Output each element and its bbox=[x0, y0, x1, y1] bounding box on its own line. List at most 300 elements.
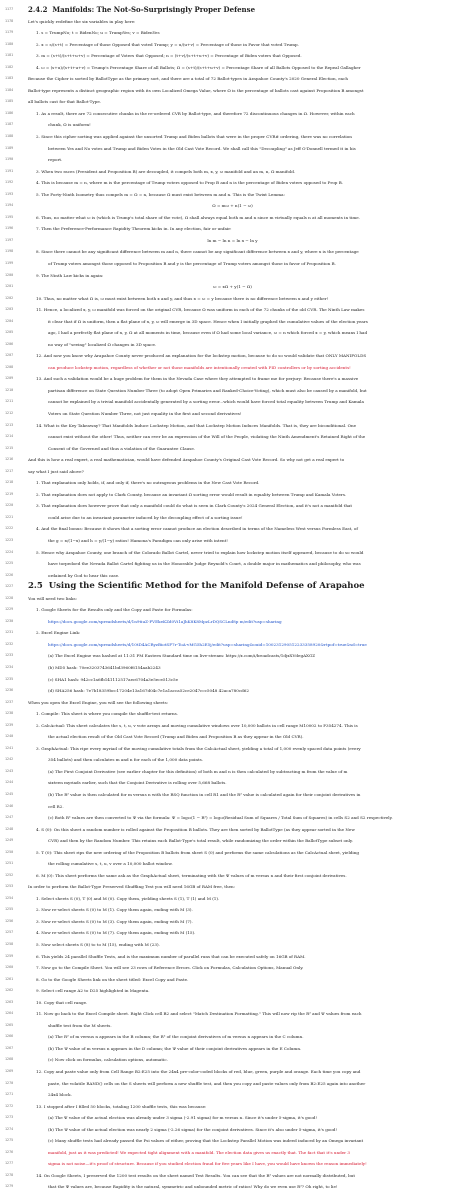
document-line bbox=[0, 154, 465, 166]
line-number: 1253 bbox=[5, 884, 14, 889]
paragraph-text: 354 ballots) and then calculates m and n for each of the 1,000 data points. bbox=[48, 757, 204, 763]
document-line bbox=[0, 1147, 465, 1159]
paragraph-text: 5. T (0): This sheet rips the new ordering of the Proposition B ballots from sheet S (0) and performs the same calculations as the CalcActual sheet, yielding bbox=[36, 849, 359, 855]
paragraph-text: cannot be explained by a trivial manifold accidentally generated by a sorting error...which would have forced total equality between Trump and Kamala bbox=[48, 399, 364, 405]
line-number: 1262 bbox=[5, 988, 14, 993]
document-line bbox=[0, 916, 465, 928]
paragraph-text: 24x4 block. bbox=[48, 1092, 72, 1098]
line-number: 1257 bbox=[5, 930, 14, 935]
paragraph-text: Consent of the Governed and thus a violation of the Guarantee Clause. bbox=[48, 445, 196, 451]
line-number: 1233 bbox=[5, 653, 14, 658]
paragraph-text: no way of "seeing" localized Ω changes in 3D space. bbox=[48, 341, 157, 347]
paragraph-text: 2. Excel Engine Link: bbox=[36, 630, 81, 636]
document-line bbox=[0, 985, 465, 997]
line-number: 1265 bbox=[5, 1022, 14, 1027]
document-line bbox=[0, 108, 465, 120]
paragraph-text: 2. Now re-select sheets S (0) to M (1). Copy them again, ending with M (3). bbox=[36, 907, 193, 913]
paragraph-text: 6. Thus, no matter what ω is (which is Trump's total share of the vote), Ω shall always equal both m and n since m virtually equals n at all moments in time. bbox=[36, 214, 360, 220]
document-line bbox=[0, 1043, 465, 1055]
document-line bbox=[0, 1031, 465, 1043]
paragraph-text: 7. Now go to the Compile Sheet. You will see 23 rows of Reference Errors. Click on Formulas, Calculation Options, Manual Only. bbox=[36, 965, 304, 971]
line-number: 1246 bbox=[5, 803, 14, 808]
document-line bbox=[0, 385, 465, 397]
line-number: 1269 bbox=[5, 1069, 14, 1074]
line-number: 1270 bbox=[5, 1080, 14, 1085]
line-number: 1209 bbox=[5, 376, 14, 381]
paragraph-text: CVR) and then by the Random Number. This retains each Ballot-Type's total result, while randomizing the order within the BallotType subset only. bbox=[48, 838, 353, 844]
paragraph-text: sixteen myriads earlier, such that the Conjoint Derivative is rolling over 5,668 ballots. bbox=[48, 780, 227, 786]
paragraph-text: of Trump voters amongst those opposed to Proposition B and y is the percentage of Trump voters amongst those in favor of Proposition B. bbox=[48, 260, 336, 266]
line-number: 1264 bbox=[5, 1011, 14, 1016]
document-line bbox=[0, 500, 465, 512]
paragraph-text: that the Ψ values are, because Rapidity is the natural, symmetric and unbounded metric of ratios! Why do we even use R²? Oh right, to lie! bbox=[48, 1184, 338, 1190]
paragraph-text: 4. S (0): On this sheet a random number is rolled against the Proposition B ballots. They are then sorted by BallotType (as they appear sorted in the New bbox=[36, 826, 355, 832]
paragraph-text: 14. What is the Key Takeaway? That Manifolds Induce Lockstep Motion, and that Lockstep Motion Induces Manifolds. That is, they are biconditional. One bbox=[36, 422, 357, 428]
paragraph-text: (a) The Ψ value of the actual election was already under 3 sigma (-2.91 sigma) for m versus n. Since it's under 5-sigma, it's good! bbox=[48, 1115, 317, 1121]
document-line bbox=[0, 39, 465, 51]
line-number: 1199 bbox=[5, 260, 14, 265]
document-line bbox=[0, 835, 465, 847]
line-number: 1211 bbox=[5, 399, 14, 404]
paragraph-text: 8. Since there cannot be any significant difference between m and n, there cannot be any significant difference between x and y, where x is the percentage bbox=[36, 249, 359, 255]
document-line bbox=[0, 1170, 465, 1182]
document-line bbox=[0, 96, 465, 108]
document-line bbox=[0, 1112, 465, 1124]
document-line bbox=[0, 454, 465, 466]
paragraph-text: can produce lockstep motion, regardless of whether or not those manifolds are intentionally created with PID controllers or by sorting accidents! bbox=[48, 364, 351, 370]
line-number: 1226 bbox=[5, 572, 14, 577]
line-number: 1201 bbox=[5, 284, 14, 289]
paragraph-text: report. bbox=[48, 157, 63, 163]
paragraph-text: 2. That explanation does not apply to Clark County, because an invariant Ω sorting error would result in equality between Trump and Kamala Voters. bbox=[36, 491, 347, 497]
document-line bbox=[0, 1066, 465, 1078]
document-line bbox=[0, 650, 465, 662]
paragraph-text: between Yes and No votes and Trump and Biden Votes in the Old Cast Vote Record. We shall call this "Decoupling" as Jeff O'Donnell termed it in his bbox=[48, 145, 356, 151]
paragraph-text: Ballot-type represents a distinct geographic region with its own Localized Omega Value, where Ω is the percentage of ballots cast against Proposition B amongst bbox=[28, 87, 364, 93]
document-line bbox=[0, 396, 465, 408]
document-line bbox=[0, 489, 465, 501]
paragraph-text: cannot exist without the other! Thus, neither can ever be an expression of the Will of the People, violating the Ninth Amendment's Retained Right of the bbox=[48, 434, 366, 440]
document-line bbox=[0, 512, 465, 524]
document-line bbox=[0, 1158, 465, 1170]
line-number: 1200 bbox=[5, 272, 14, 277]
line-number: 1237 bbox=[5, 699, 14, 704]
document-line bbox=[0, 708, 465, 720]
paragraph-text: 11. Now go back to the Excel Compile sheet. Right Click cell B2 and select "Match Destination Formatting." This will now rip the R² and Ψ values from each bbox=[36, 1011, 362, 1017]
paragraph-text: have torpedoed the Nevada Ballot Cartel fighting us in the Honorable Judge Reynold's Court, a double major in mathematics and philosophy, who was bbox=[48, 561, 361, 567]
document-line bbox=[0, 281, 465, 293]
line-number: 1234 bbox=[5, 664, 14, 669]
paragraph-text: 5. The Forty-Ninth Isometry thus compels m = Ω = n, because Ω must exist between m and n. This is the Twixt Lemma: bbox=[36, 191, 285, 197]
line-number: 1241 bbox=[5, 745, 14, 750]
line-number: 1267 bbox=[5, 1045, 14, 1050]
paragraph-text: 3. GraphActual: This ripe every myriad of the moving cumulative totals from the CalcActual sheet, yielding a total of 1,000 evenly spaced data points (every bbox=[36, 745, 361, 751]
document-line bbox=[0, 85, 465, 97]
document-line bbox=[0, 997, 465, 1009]
document-line bbox=[0, 420, 465, 432]
line-number: 1184 bbox=[5, 87, 14, 92]
paragraph-text: cell R2. bbox=[48, 803, 64, 809]
document-line bbox=[0, 743, 465, 755]
document-line bbox=[0, 904, 465, 916]
document-line bbox=[0, 131, 465, 143]
document-line bbox=[0, 73, 465, 85]
document-line bbox=[0, 558, 465, 570]
document-line bbox=[0, 443, 465, 455]
line-number: 1255 bbox=[5, 907, 14, 912]
paragraph-text: (d) SHA256 hash: 7e7b18359bcc17204e13a167d04c7e1a1acca52ce2047ccc5048 42aca780cd62 bbox=[48, 688, 249, 694]
paragraph-text: paste, the volatile RAND() cells on the S sheets will perform a new shuffle test, and then you copy and paste values only from B2:E25 again into another bbox=[48, 1080, 366, 1086]
document-line bbox=[0, 1135, 465, 1147]
document-line bbox=[0, 1101, 465, 1113]
document-line bbox=[0, 870, 465, 882]
line-number: 1183 bbox=[5, 76, 14, 81]
paragraph-text: 3. When two races (President and Proposition B) are decoupled, it compels both m, x, y, ω manifold and an m, n, Ω manifold. bbox=[36, 168, 296, 174]
document-line bbox=[0, 881, 465, 893]
document-line bbox=[0, 258, 465, 270]
line-number: 1261 bbox=[5, 976, 14, 981]
line-number: 1273 bbox=[5, 1115, 14, 1120]
line-number: 1227 bbox=[5, 584, 14, 589]
line-number: 1260 bbox=[5, 965, 14, 970]
paragraph-text: (a) The R² of m versus n appears in the B column; the R² of the conjoint derivatives of m versus n appears in the C column. bbox=[48, 1034, 304, 1040]
line-number: 1177 bbox=[5, 7, 14, 11]
document-line bbox=[0, 212, 465, 224]
document-line bbox=[0, 893, 465, 905]
line-number: 1187 bbox=[5, 122, 14, 127]
line-number: 1185 bbox=[5, 99, 14, 104]
document-line bbox=[0, 4, 465, 16]
paragraph-text: (c) SHA1 hash: 942cc1a6fb141112517aec6704a3e5ece513c5e bbox=[48, 676, 179, 682]
line-number: 1266 bbox=[5, 1034, 14, 1039]
line-number: 1242 bbox=[5, 757, 14, 762]
line-number: 1205 bbox=[5, 330, 14, 335]
line-number: 1222 bbox=[5, 526, 14, 531]
document-line bbox=[0, 246, 465, 258]
line-number: 1186 bbox=[5, 110, 14, 115]
document-line bbox=[0, 1020, 465, 1032]
paragraph-text: 6. M (0): This sheet performs the same ask as the GraphActual sheet, terminating with the Ψ values of m versus n and their first conjoint derivatives. bbox=[36, 872, 347, 878]
line-number: 1236 bbox=[5, 688, 14, 693]
paragraph-text: (c) Now click on formulas, calculation options, automatic. bbox=[48, 1057, 168, 1063]
document-line bbox=[0, 604, 465, 616]
line-number: 1218 bbox=[5, 480, 14, 485]
section-heading bbox=[28, 581, 455, 593]
paragraph-text: And this is how a real expert, a real mathematician, would have defended Arapahoe County's Original Cast Vote Record. So why not get a real expert to bbox=[28, 457, 345, 463]
line-number: 1207 bbox=[5, 353, 14, 358]
line-number: 1194 bbox=[5, 203, 14, 208]
line-number: 1213 bbox=[5, 422, 14, 427]
document-line bbox=[0, 766, 465, 778]
document-line bbox=[0, 431, 465, 443]
paragraph-text: When you open the Excel Engine, you will see the following sheets: bbox=[28, 699, 169, 705]
section-title: Using the Scientific Method for the Manifold Defense of Arapahoe bbox=[48, 581, 365, 592]
paragraph-text: Because the Cipher is sorted by BallotType as the primary sort, and there are a total of 72 Ballot-types in Arapahoe County's 2020 General Election, each bbox=[28, 76, 349, 82]
hyperlink[interactable]: https://docs.google.com/spreadsheets/d/10tD4ACRyzBiotSF7r-ToA-vMG5h2E5j/edit?usp=sharing&ouid=100231290512233358920&rtpof=true&sd=true bbox=[48, 641, 367, 647]
line-number: 1180 bbox=[5, 41, 14, 46]
document-line bbox=[0, 801, 465, 813]
line-number: 1215 bbox=[5, 445, 14, 450]
line-number: 1182 bbox=[5, 64, 14, 69]
document-line bbox=[0, 373, 465, 385]
line-number: 1278 bbox=[5, 1172, 14, 1177]
paragraph-text: (b) The R² value is then calculated for m versus n with the RSQ function in cell R1 and the R² value is calculated again for their conjoint derivatives in bbox=[48, 791, 361, 797]
document-line bbox=[0, 62, 465, 74]
paragraph-text: 1. That explanation only holds, if, and only if, there's no outrageous problems in the New Cast Vote Record. bbox=[36, 480, 260, 486]
line-number: 1219 bbox=[5, 491, 14, 496]
document-line bbox=[0, 547, 465, 559]
paragraph-text: ago, I had a perfectly flat plane of x, y, Ω at all moments in time, because even if Ω had some local variance, ω = n which forced x = y, which means I had bbox=[48, 330, 368, 336]
document-line bbox=[0, 350, 465, 362]
document-line bbox=[0, 1078, 465, 1090]
paragraph-text: 5. Now select sheets S (8) to to M (15), ending with M (23). bbox=[36, 942, 160, 948]
line-number: 1276 bbox=[5, 1149, 14, 1154]
document-line bbox=[0, 812, 465, 824]
paragraph-text: (b) The Ψ value of m versus n appears in the D column; the Ψ value of their conjoint derivatives appears in the E Column. bbox=[48, 1045, 302, 1051]
paragraph-text: 14. On Google Sheets, I preserved the 1200 test results on the sheet named Test Results. You can see that the R² values are not normally distributed, but bbox=[36, 1172, 356, 1178]
paragraph-text: Let's quickly redefine the six variables in play here: bbox=[28, 18, 136, 24]
document-line bbox=[0, 166, 465, 178]
equation: Ω = mω + n(1 − ω) bbox=[212, 203, 253, 209]
paragraph-text: (a) The Excel Engine was hashed at 11:31 PM Eastern Standard time on live-stream: https://x.com/i/broadcasts/1djxXVdegAXGZ bbox=[48, 653, 316, 659]
paragraph-text: 3. m = (s+t)/(s+t+u+v) = Percentage of Voters that Opposed; n = (t+v)/(s+t+u+v) = Percentage of Biden voters that Opposed. bbox=[36, 53, 302, 59]
line-number: 1243 bbox=[5, 768, 14, 773]
line-number: 1197 bbox=[5, 237, 14, 242]
line-number: 1275 bbox=[5, 1138, 14, 1143]
document-line bbox=[0, 662, 465, 674]
document-line bbox=[0, 593, 465, 605]
paragraph-text: 3. That explanation does however prove that only a manifold could do what is seen in Clark County's 2024 General Election, and it's not a manifold that bbox=[36, 503, 353, 509]
document-line bbox=[0, 754, 465, 766]
line-number: 1202 bbox=[5, 295, 14, 300]
line-number: 1206 bbox=[5, 341, 14, 346]
paragraph-text: 5. Hence why Arapahoe County, one branch of the Colorado Ballot Cartel, never tried to explain how lockstep motion itself appeared, because to do so would bbox=[36, 549, 364, 555]
document-line bbox=[0, 16, 465, 28]
document-line bbox=[0, 477, 465, 489]
document-line bbox=[0, 535, 465, 547]
paragraph-text: 9. The Ninth Law kicks in again: bbox=[36, 272, 104, 278]
document-line bbox=[0, 639, 465, 651]
document-line bbox=[0, 939, 465, 951]
line-number: 1272 bbox=[5, 1103, 14, 1108]
paragraph-text: (b) The Ψ value of the actual election was nearly 2 sigma (-2.26 sigma) for the conjoint derivatives. Since it's also under 5-sigma, it's good! bbox=[48, 1126, 338, 1132]
section-number: 2.4.2 bbox=[28, 5, 48, 14]
paragraph-text: chunk, Ω is uniform! bbox=[48, 122, 91, 128]
line-number: 1198 bbox=[5, 249, 14, 254]
paragraph-text: 6. This yields 24 parallel Shuffle Tests, and is the maximum number of parallel runs that can be executed safely on 16GB of RAM. bbox=[36, 953, 306, 959]
line-number: 1216 bbox=[5, 457, 14, 462]
equation: ω = xΩ + y(1 − Ω) bbox=[213, 284, 252, 290]
document-line bbox=[0, 847, 465, 859]
document-line bbox=[0, 316, 465, 328]
paragraph-text: 9. Select cell range A2 to D25 highlighted in Magenta. bbox=[36, 988, 150, 994]
document-line bbox=[0, 777, 465, 789]
paragraph-text: You will need two links: bbox=[28, 595, 78, 601]
line-number: 1192 bbox=[5, 180, 14, 185]
document-line bbox=[0, 974, 465, 986]
paragraph-text: 13. And such a validation would be a huge problem for them in the Nevada Case where they attempted to frame me for perjury: Because there's a massive bbox=[36, 376, 359, 382]
line-number: 1178 bbox=[5, 18, 14, 23]
line-number: 1259 bbox=[5, 953, 14, 958]
line-number: 1263 bbox=[5, 999, 14, 1004]
paragraph-text: say what I just said above? bbox=[28, 468, 84, 474]
line-number: 1210 bbox=[5, 387, 14, 392]
paragraph-text: 10. Copy that cell range. bbox=[36, 999, 88, 1005]
paragraph-text: could arise due to an invariant parameter induced by the decoupling effect of a sorting issue! bbox=[48, 514, 243, 520]
paragraph-text: 1. Compile: This sheet is where you compile the shuffle-test returns. bbox=[36, 711, 179, 717]
line-number: 1251 bbox=[5, 861, 14, 866]
line-number: 1248 bbox=[5, 826, 14, 831]
paragraph-text: 4. Now re-select sheets S (0) to M (7). Copy them again, ending with M (15). bbox=[36, 930, 196, 936]
section-heading bbox=[28, 4, 455, 16]
document-line bbox=[0, 270, 465, 282]
line-number: 1203 bbox=[5, 307, 14, 312]
paragraph-text: shuffle test from the M sheets. bbox=[48, 1022, 112, 1028]
line-number: 1268 bbox=[5, 1057, 14, 1062]
line-number: 1249 bbox=[5, 838, 14, 843]
document-line bbox=[0, 1124, 465, 1136]
paragraph-text: it clear that if Ω is uniform, then a flat plane of x, y, ω will emerge in 3D space. Hence when I initially graphed the cumulative values of the election years bbox=[48, 318, 368, 324]
paragraph-text: Voters on State Question Number Three, not just equality in the first and second derivatives! bbox=[48, 411, 242, 417]
section-title: Manifolds: The Not-So-Surprisingly Proper Defense bbox=[52, 5, 256, 14]
line-number: 1244 bbox=[5, 780, 14, 785]
line-number: 1258 bbox=[5, 942, 14, 947]
document-line bbox=[0, 466, 465, 478]
document-line bbox=[0, 119, 465, 131]
document-line bbox=[0, 189, 465, 201]
line-number: 1179 bbox=[5, 30, 14, 35]
paragraph-text: 2. Since this cipher sorting was applied against the unsorted Trump and Biden ballots that were in the proper CVR# ordering, there was no correlation bbox=[36, 133, 352, 139]
document-line bbox=[0, 50, 465, 62]
line-number: 1229 bbox=[5, 607, 14, 612]
line-number: 1191 bbox=[5, 168, 14, 173]
paragraph-text: 7. Then the Preference-Performance Rapidity Theorem kicks in. In any election, fair or unfair: bbox=[36, 226, 232, 232]
line-number: 1214 bbox=[5, 434, 14, 439]
line-number: 1247 bbox=[5, 815, 14, 820]
paragraph-text: the g = x/(1−x) and h = y/(1−y) ratios! Hamona's Paradigm can only arise with intent! bbox=[48, 538, 228, 543]
document-line bbox=[0, 362, 465, 374]
line-number: 1245 bbox=[5, 791, 14, 796]
document-line bbox=[0, 143, 465, 155]
line-number: 1217 bbox=[5, 468, 14, 473]
paragraph-text: 11. Hence, a localized x, y, ω manifold was forced on the original CVR, because Ω was uniform in each of the 72 chunks of the old CVR. The Ninth Law makes bbox=[36, 307, 365, 313]
line-number: 1189 bbox=[5, 145, 14, 150]
document-line bbox=[0, 685, 465, 697]
document-line bbox=[0, 674, 465, 686]
line-number: 1250 bbox=[5, 849, 14, 854]
paragraph-text: (c) Many shuffle tests had already passed the Psi values of either, proving that the Lockstep Parallel Motion was indeed induced by an Omega invariant bbox=[48, 1138, 364, 1144]
line-number: 1252 bbox=[5, 872, 14, 877]
paragraph-text: 12. And now you know why Arapahoe County never produced an explanation for the lockstep motion, because to do so would validate that ONLY MANIFOLDS bbox=[36, 353, 367, 359]
line-number: 1188 bbox=[5, 133, 14, 138]
line-number: 1271 bbox=[5, 1092, 14, 1097]
line-number: 1193 bbox=[5, 191, 14, 196]
document-line bbox=[0, 327, 465, 339]
line-number: 1225 bbox=[5, 561, 14, 566]
line-number: 1279 bbox=[5, 1184, 14, 1189]
line-number: 1228 bbox=[5, 595, 14, 600]
line-number: 1256 bbox=[5, 918, 14, 923]
paragraph-text: the actual election result of the Old Cast Vote Record (Trump and Biden and Proposition B as they appear in the Old CVR). bbox=[48, 734, 304, 740]
document-line bbox=[0, 858, 465, 870]
document-line bbox=[0, 339, 465, 351]
line-number: 1238 bbox=[5, 711, 14, 716]
line-number: 1212 bbox=[5, 411, 14, 416]
paragraph-text: 12. Copy and paste value only from Cell Range B2:E25 into the 24x4 pre-color-coded blocks of red, blue, green, purple and orange. Each time you copy and bbox=[36, 1069, 361, 1075]
paragraph-text: sigma is not noise—it's proof of structure. Because if you studied election fraud for five years like I have, you would have known the reason immediately! bbox=[48, 1161, 367, 1167]
document-line bbox=[0, 523, 465, 535]
document-line bbox=[0, 1008, 465, 1020]
paragraph-text: 13. I stopped after I filled 50 blocks, totaling 1200 shuffle tests, this was because: bbox=[36, 1103, 207, 1109]
document-line bbox=[0, 951, 465, 963]
paragraph-text: the rolling cumulative s, t, u, v over a 10,000 ballot window. bbox=[48, 861, 173, 867]
paragraph-text: In order to perform the Ballot-Type Preserved Shuffling Test you will need 16GB of RAM free, then: bbox=[28, 884, 236, 890]
paragraph-text: 8. Go to the Google Sheets link on the sheet titled: Excel Copy and Paste. bbox=[36, 976, 189, 982]
paragraph-text: 2. CalcActual: This sheet calculates the s, t, u, v vote arrays and moving cumulative windows over 10,000 ballots in cell range M10002 to P354274. This is bbox=[36, 722, 358, 728]
line-number: 1239 bbox=[5, 722, 14, 727]
line-number: 1221 bbox=[5, 514, 14, 519]
paragraph-text: ordained by God to hear this case. bbox=[48, 572, 120, 578]
line-number: 1181 bbox=[5, 53, 14, 58]
paragraph-text: (c) Both R² values are then converted to Ψ via the formula: Ψ = log₁₀(1 − R²) = log₁₀(Residual Sum of Squares / Total Sum of Squares) in cells S2 and S2 respectively. bbox=[48, 815, 393, 821]
line-number: 1274 bbox=[5, 1126, 14, 1131]
line-number: 1230 bbox=[5, 618, 14, 623]
document-line bbox=[0, 1181, 465, 1193]
document-line bbox=[0, 1089, 465, 1101]
paragraph-text: (b) MD5 hash: 70ee3203743641bd3960f6154aab2243 bbox=[48, 664, 161, 670]
document-line bbox=[0, 304, 465, 316]
paragraph-text: manifold, just as it was predicted! We expected tight alignment with a manifold. The election data gives us exactly that. The fact that it's under 3 bbox=[48, 1149, 351, 1155]
paragraph-text: 1. Select sheets S (0), T (0) and M (0). Copy them, yielding sheets S (1), T (1) and M (1). bbox=[36, 895, 220, 901]
line-number: 1231 bbox=[5, 630, 14, 635]
paragraph-text: 10. Thus, no matter what Ω is, ω must exist between both x and y, and thus x = ω = y because there is no difference between x and y either! bbox=[36, 295, 329, 301]
paragraph-text: 4. ω = (s+u)/(s+t+u+v) = Trump's Percentage Share of all Ballots; Ω = (s+t)/(s+t+u+v) = Percentage Share of all Ballots Opposed to the Repeal Gallagher bbox=[36, 64, 361, 70]
paragraph-text: 1. As a result, there are 72 consecutive chunks in the re-ordered CVR by Ballot-type, and therefore 72 discontinuous changes in Ω. However, within each bbox=[36, 110, 355, 116]
document-line bbox=[0, 927, 465, 939]
document-line bbox=[0, 177, 465, 189]
paragraph-text: 4. And the final bonus: Because it shows that a sorting error cannot produce an election described in terms of the Nameless West versus Formless East, of bbox=[36, 526, 358, 532]
document-line bbox=[0, 731, 465, 743]
paragraph-text: 4. This is because m = n, where m is the percentage of Trump voters opposed to Prop B and n is the percentage of Biden voters opposed to Prop B. bbox=[36, 180, 344, 186]
paragraph-text: all ballots cast for that Ballot-Type. bbox=[28, 99, 102, 105]
line-number: 1277 bbox=[5, 1161, 14, 1166]
document-line bbox=[0, 616, 465, 628]
document-line bbox=[0, 581, 465, 593]
line-number: 1208 bbox=[5, 364, 14, 369]
line-number: 1220 bbox=[5, 503, 14, 508]
line-number: 1204 bbox=[5, 318, 14, 323]
document-line bbox=[0, 235, 465, 247]
line-number: 1223 bbox=[5, 538, 14, 542]
document-line bbox=[0, 962, 465, 974]
line-number: 1224 bbox=[5, 549, 14, 554]
paragraph-text: 2. x = s/(s+t) = Percentage of those Opposed that voted Trump; y = u/(u+v) = Percentage of those in Favor that voted Trump. bbox=[36, 41, 299, 47]
paragraph-text: 3. Now re-select sheets S (0) to M (3). Copy them again, ending with M (7). bbox=[36, 918, 193, 924]
document-line bbox=[0, 789, 465, 801]
hyperlink[interactable]: https://docs.google.com/spreadsheets/d/1n9tiuZ-FVEkeKZd0Vi1aJhK8K8MpzLrDQSCLnd8p m/edit?usp=sharing bbox=[48, 618, 282, 624]
section-number: 2.5 bbox=[28, 581, 43, 592]
line-number: 1235 bbox=[5, 676, 14, 681]
document-line bbox=[0, 223, 465, 235]
line-number: 1254 bbox=[5, 895, 14, 900]
document-line bbox=[0, 1054, 465, 1066]
paragraph-text: partisan difference on State Question Number Three (to adopt Open Primaries and Ranked-Choice-Voting), which must also be caused by a manifold, but bbox=[48, 387, 367, 393]
equation: ln m − ln n = ln x − ln y bbox=[207, 237, 258, 243]
document-line bbox=[0, 27, 465, 39]
line-number: 1196 bbox=[5, 226, 14, 231]
document-line bbox=[0, 408, 465, 420]
document-line bbox=[0, 720, 465, 732]
